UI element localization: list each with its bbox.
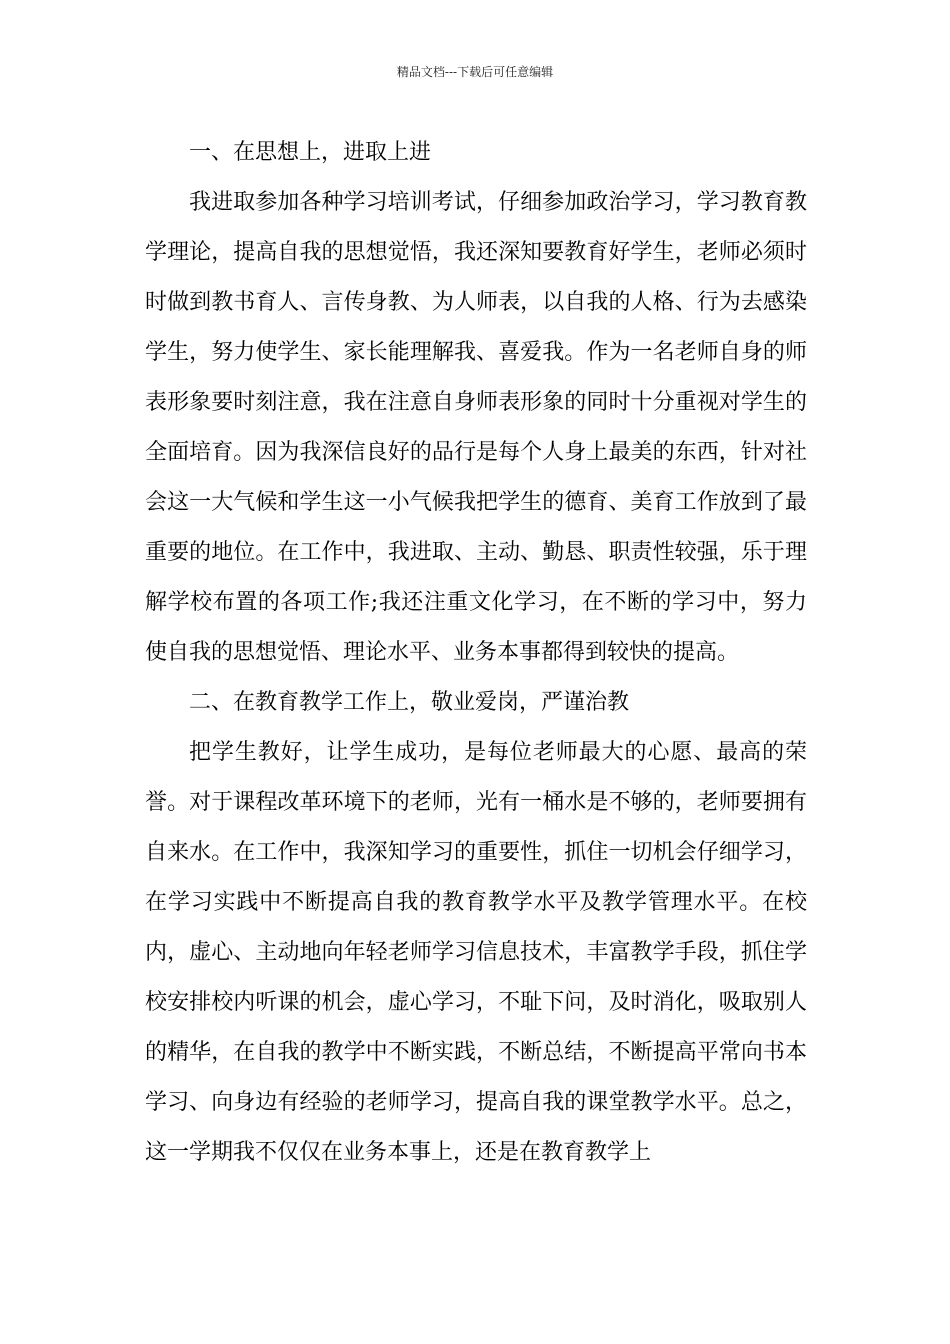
- section-heading-1: 一、在思想上，进取上进: [189, 140, 432, 165]
- page-header: 精品文档---下载后可任意编辑: [396, 65, 554, 79]
- document-body: [145, 128, 807, 1178]
- section-heading-2: 二、在教育教学工作上，敬业爱岗，严谨治教: [189, 690, 630, 715]
- paragraph-2: 把学生教好，让学生成功，是每位老师最大的心愿、最高的荣誉。对于课程改革环境下的老师，光有一桶水是不够的，老师要拥有自来水。在工作中，我深知学习的重要性，抓住一切机会仔细学习，在学习实践中不断提高自我的教育教学水平及教学管理水平。在校内，虚心、主动地向年轻老师学习信息技术，丰富教学手段，抓住学校安排校内听课的机会，虚心学习，不耻下问，及时消化，吸取别人的精华，在自我的教学中不断实践，不断总结，不断提高平常向书本学习、向身边有经验的老师学习，提高自我的课堂教学水平。总之，这一学期我不仅仅在业务本事上，还是在教育教学上: [145, 740, 807, 1165]
- paragraph-1: 我进取参加各种学习培训考试，仔细参加政治学习，学习教育教学理论，提高自我的思想觉悟，我还深知要教育好学生，老师必须时时做到教书育人、言传身教、为人师表，以自我的人格、行为去感染学生，努力使学生、家长能理解我、喜爱我。作为一名老师自身的师表形象要时刻注意，我在注意自身师表形象的同时十分重视对学生的全面培育。因为我深信良好的品行是每个人身上最美的东西，针对社会这一大气候和学生这一小气候我把学生的德育、美育工作放到了最重要的地位。在工作中，我进取、主动、勤恳、职责性较强，乐于理解学校布置的各项工作;我还注重文化学习，在不断的学习中，努力使自我的思想觉悟、理论水平、业务本事都得到较快的提高。: [145, 190, 807, 665]
